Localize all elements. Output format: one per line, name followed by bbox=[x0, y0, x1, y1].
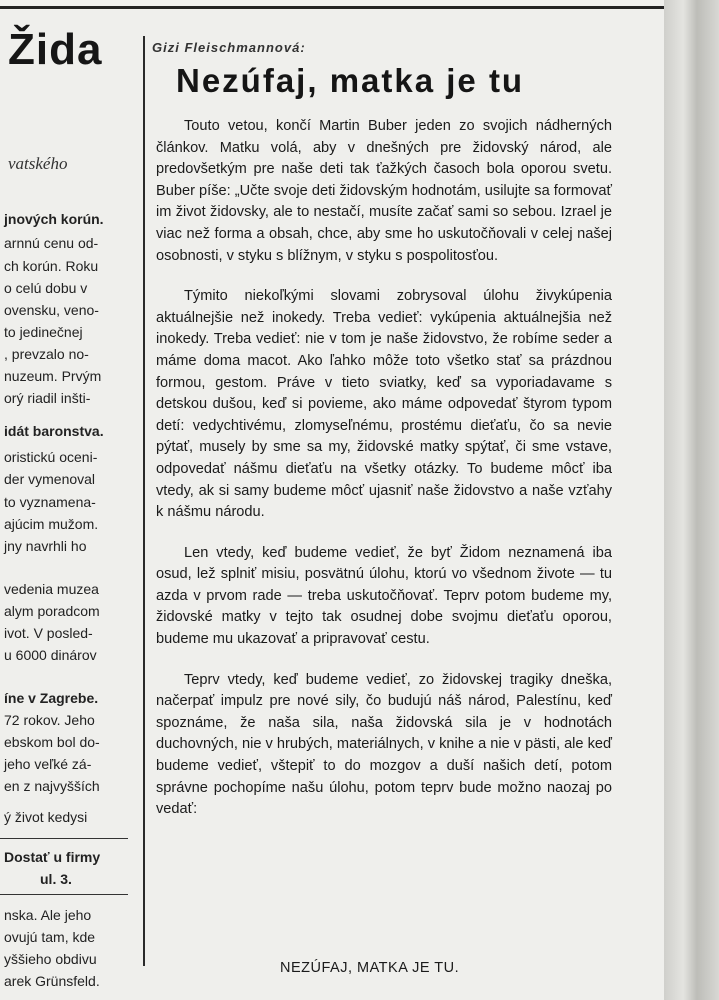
left-fragment: yššieho obdivu bbox=[4, 951, 97, 967]
left-column bbox=[0, 0, 140, 989]
left-fragment: arnnú cenu od- bbox=[4, 235, 99, 251]
left-fragment: o celú dobu v bbox=[4, 280, 88, 296]
left-headline: Žida bbox=[8, 25, 103, 74]
left-fragment: to jedinečnej bbox=[4, 324, 83, 340]
left-fragment: orý riadil inšti- bbox=[4, 390, 91, 406]
left-divider bbox=[0, 838, 128, 839]
left-divider bbox=[0, 894, 128, 895]
left-fragment: arek Grünsfeld. bbox=[4, 973, 100, 989]
article-paragraph: Týmito niekoľkými slovami zobrysoval úlohu živykúpenia aktuálnejšie než inokedy. Treba vedieť: vykúpenia aktuálnejšia než inokedy. Treba vedieť: nie v tom je naše židovstvo, že robíme seder a máme doma macot. Ako ľahko môže toto všetko stať sa prázdnou formou, gestom. Práve v tieto sviatky, keď sa vyporiadavame s detskou dušou, keď si povieme, ako máme odpovedať štyrom typom detí: vedychtivému, zlomyseľnému, prostému dieťaťu, čo sa nevie pýtať, musely by sme sa my, židovské matky spýtať, či sme vstave, odpovedať nášmu dieťaťu na všetky otázky. To budeme môcť iba vtedy, ak si samy budeme môcť ujasniť naše židovstvo a naše vzťahy k nášmu národu. bbox=[156, 288, 612, 521]
left-fragment: ovujú tam, kde bbox=[4, 929, 96, 945]
left-fragment: nska. Ale jeho bbox=[4, 907, 92, 923]
left-fragment: oristickú oceni- bbox=[4, 449, 98, 465]
left-fragment: jnových korún. bbox=[4, 211, 104, 227]
article-paragraph: Teprv vtedy, keď budeme vedieť, zo židovskej tragiky dneška, načerpať impulz pre nové sily, čo budujú náš národ, Palestínu, keď spoznáme, že naša sila, naša židovská sila je v hodnotách duchovných, nie v hrubých, materiálnych, v knihe a nie v pästi, ale keď budeme vedieť, vštepiť to do mozgov a duší našich detí, potom správne pochopíme našu úlohu, potom teprv bude možno naozaj po vedať: bbox=[156, 671, 612, 818]
left-fragment: ajúcim mužom. bbox=[4, 516, 99, 532]
left-fragment: ivot. V posled- bbox=[4, 625, 93, 641]
column-divider bbox=[143, 36, 145, 966]
article-paragraph: Touto vetou, končí Martin Buber jeden zo svojich nádherných článkov. Matku volá, aby v dnešných pre židovský národ, ale predovšetkým pre naše deti tak ťažkých časoch bola oporou svetu. Buber píše: „Učte svoje deti židovským hodnotám, usilujte sa formovať im život židovsky, ale to nestačí, musíte začať sami so sebou. Izrael je viac než forma a obsah, chce, aby sme ho uskutočňovali v celej našej osobnosti, v styku s blížnym, v styku s pospolitosťou. bbox=[156, 118, 612, 264]
left-fragment: vedenia muzea bbox=[4, 581, 99, 597]
left-fragment: íne v Zagrebe. bbox=[4, 690, 99, 706]
left-fragment: alym poradcom bbox=[4, 603, 100, 619]
page-edge bbox=[664, 0, 719, 1000]
left-fragment: Dostať u firmy bbox=[4, 849, 101, 865]
article-headline: Nezúfaj, matka je tu bbox=[176, 62, 525, 99]
left-fragment: en z najvyšších bbox=[4, 778, 100, 794]
left-fragment: jny navrhli ho bbox=[4, 538, 87, 554]
left-fragment: , prevzalo no- bbox=[4, 346, 89, 362]
left-fragment: ch korún. Roku bbox=[4, 258, 99, 274]
left-fragment: nuzeum. Prvým bbox=[4, 368, 102, 384]
left-fragment: ebskom bol do- bbox=[4, 734, 100, 750]
left-fragment: u 6000 dinárov bbox=[4, 647, 97, 663]
left-fragment: ul. 3. bbox=[40, 871, 72, 887]
article-paragraph: Len vtedy, keď budeme vedieť, že byť Židom neznamená iba osud, lež splniť misiu, posvätnú úlohu, ktorú vo všednom živote — tu azda v prvom rade — treba uskutočňovať. Teprv potom budeme my, židovské matky v tejto tak osudnej dobe svojmu dieťaťu oporou, budeme mu ukazovať a pripravovať cestu. bbox=[156, 544, 612, 648]
article-body bbox=[156, 116, 612, 840]
article-signoff: NEZÚFAJ, MATKA JE TU. bbox=[280, 960, 460, 976]
left-subtitle: vatského bbox=[8, 154, 68, 173]
left-fragment: ovensku, veno- bbox=[4, 302, 99, 318]
left-fragment: ý život kedysi bbox=[4, 809, 88, 825]
left-fragment: to vyznamena- bbox=[4, 494, 96, 510]
byline: Gizi Fleischmannová: bbox=[152, 40, 306, 55]
left-fragment: 72 rokov. Jeho bbox=[4, 712, 95, 728]
left-fragment: idát baronstva. bbox=[4, 423, 104, 439]
left-fragment: der vymenoval bbox=[4, 471, 96, 487]
left-fragment: jeho veľké zá- bbox=[4, 756, 92, 772]
